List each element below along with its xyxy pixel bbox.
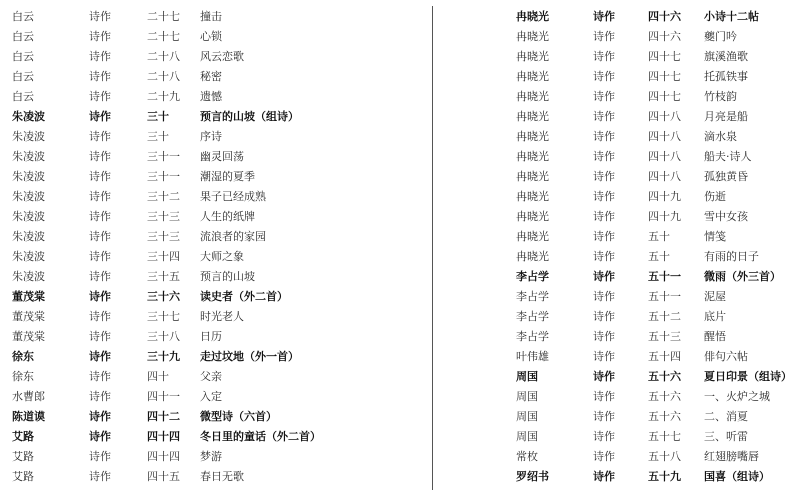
page-number-cell: 五十九 [648,470,681,483]
title-cell: 读史者（外二首） [200,290,288,303]
genre-cell: 诗作 [89,250,111,263]
title-cell: 三、听雷 [704,430,748,443]
title-cell: 醒悟 [704,330,726,343]
genre-cell: 诗作 [593,10,615,23]
title-cell: 滴水泉 [704,130,737,143]
page-number-cell: 四十七 [648,70,681,83]
title-cell: 潮湿的夏季 [200,170,255,183]
author-cell: 董茂棠 [12,310,45,323]
author-cell: 冉晓光 [516,30,549,43]
page-number-cell: 五十七 [648,430,681,443]
index-row [516,467,796,487]
author-cell: 冉晓光 [516,10,549,23]
page-number-cell: 四十八 [648,170,681,183]
author-cell: 朱凌波 [12,130,45,143]
genre-cell: 诗作 [89,70,111,83]
title-cell: 果子已经成熟 [200,190,266,203]
genre-cell: 诗作 [89,10,111,23]
genre-cell: 诗作 [593,50,615,63]
page-number-cell: 五十 [648,250,670,263]
index-row [12,247,422,267]
author-cell: 周国 [516,370,538,383]
title-cell: 流浪者的家园 [200,230,266,243]
genre-cell: 诗作 [89,450,111,463]
author-cell: 朱凌波 [12,210,45,223]
title-cell: 心锁 [200,30,222,43]
title-cell: 冬日里的童话（外二首） [200,430,321,443]
page-number-cell: 三十七 [147,310,180,323]
author-cell: 董茂棠 [12,330,45,343]
index-row [12,147,422,167]
title-cell: 俳句六帖 [704,350,748,363]
author-cell: 艾路 [12,430,34,443]
author-cell: 周国 [516,390,538,403]
genre-cell: 诗作 [89,190,111,203]
author-cell: 朱凌波 [12,270,45,283]
title-cell: 遗憾 [200,90,222,103]
author-cell: 徐东 [12,350,34,363]
title-cell: 幽灵回荡 [200,150,244,163]
title-cell: 夏日印景（组诗） [704,370,792,383]
index-row [516,67,796,87]
author-cell: 朱凌波 [12,170,45,183]
author-cell: 常枚 [516,450,538,463]
title-cell: 有雨的日子 [704,250,759,263]
page-number-cell: 三十二 [147,190,180,203]
author-cell: 白云 [12,70,34,83]
index-row [12,227,422,247]
page-number-cell: 三十 [147,110,169,123]
title-cell: 雪中女孩 [704,210,748,223]
author-cell: 水曹郎 [12,390,45,403]
index-row [12,427,422,447]
page-number-cell: 二十七 [147,10,180,23]
index-row [12,27,422,47]
index-row [12,467,422,487]
author-cell: 李占学 [516,290,549,303]
genre-cell: 诗作 [593,370,615,383]
author-cell: 李占学 [516,330,549,343]
author-cell: 李占学 [516,310,549,323]
author-cell: 朱凌波 [12,190,45,203]
page-number-cell: 四十二 [147,410,180,423]
index-row [516,7,796,27]
genre-cell: 诗作 [89,310,111,323]
page-number-cell: 五十六 [648,370,681,383]
title-cell: 孤独黄昏 [704,170,748,183]
author-cell: 朱凌波 [12,250,45,263]
index-row [12,327,422,347]
index-row [516,27,796,47]
author-cell: 冉晓光 [516,170,549,183]
page-number-cell: 五十一 [648,290,681,303]
page-number-cell: 三十三 [147,210,180,223]
page-number-cell: 三十六 [147,290,180,303]
genre-cell: 诗作 [593,350,615,363]
title-cell: 时光老人 [200,310,244,323]
title-cell: 国喜（组诗） [704,470,770,483]
title-cell: 梦游 [200,450,222,463]
index-row [12,267,422,287]
genre-cell: 诗作 [593,310,615,323]
index-row [516,167,796,187]
genre-cell: 诗作 [89,330,111,343]
author-cell: 白云 [12,90,34,103]
left-column [12,7,422,487]
page-number-cell: 四十七 [648,50,681,63]
page-number-cell: 四十四 [147,450,180,463]
index-row [516,347,796,367]
title-cell: 月亮是船 [704,110,748,123]
genre-cell: 诗作 [89,130,111,143]
author-cell: 白云 [12,30,34,43]
author-cell: 董茂棠 [12,290,45,303]
title-cell: 底片 [704,310,726,323]
title-cell: 预言的山坡（组诗） [200,110,299,123]
author-cell: 李占学 [516,270,549,283]
genre-cell: 诗作 [89,430,111,443]
index-row [12,367,422,387]
right-column [516,7,796,487]
genre-cell: 诗作 [593,390,615,403]
author-cell: 冉晓光 [516,110,549,123]
title-cell: 船夫·诗人 [704,150,752,163]
index-row [12,7,422,27]
author-cell: 冉晓光 [516,230,549,243]
title-cell: 夔门吟 [704,30,737,43]
title-cell: 泥屋 [704,290,726,303]
page-number-cell: 二十九 [147,90,180,103]
author-cell: 朱凌波 [12,110,45,123]
author-cell: 朱凌波 [12,150,45,163]
genre-cell: 诗作 [593,70,615,83]
page-number-cell: 三十一 [147,170,180,183]
title-cell: 旗溪渔歌 [704,50,748,63]
page-number-cell: 三十五 [147,270,180,283]
index-row [12,187,422,207]
page-number-cell: 四十九 [648,210,681,223]
genre-cell: 诗作 [89,90,111,103]
genre-cell: 诗作 [89,110,111,123]
genre-cell: 诗作 [593,410,615,423]
genre-cell: 诗作 [593,30,615,43]
index-row [516,327,796,347]
page-number-cell: 五十二 [648,310,681,323]
genre-cell: 诗作 [89,30,111,43]
genre-cell: 诗作 [89,230,111,243]
index-row [516,267,796,287]
title-cell: 微雨（外三首） [704,270,781,283]
genre-cell: 诗作 [89,390,111,403]
index-row [12,407,422,427]
genre-cell: 诗作 [89,290,111,303]
page-number-cell: 四十八 [648,150,681,163]
column-divider [432,6,433,490]
title-cell: 日历 [200,330,222,343]
genre-cell: 诗作 [593,110,615,123]
author-cell: 周国 [516,410,538,423]
genre-cell: 诗作 [593,470,615,483]
title-cell: 人生的纸牌 [200,210,255,223]
title-cell: 序诗 [200,130,222,143]
index-row [516,87,796,107]
author-cell: 周国 [516,430,538,443]
genre-cell: 诗作 [593,150,615,163]
genre-cell: 诗作 [89,370,111,383]
genre-cell: 诗作 [593,250,615,263]
title-cell: 红翅膀嘴唇 [704,450,759,463]
title-cell: 春日无歌 [200,470,244,483]
genre-cell: 诗作 [89,350,111,363]
page-number-cell: 五十一 [648,270,681,283]
author-cell: 白云 [12,10,34,23]
author-cell: 徐东 [12,370,34,383]
index-row [516,447,796,467]
genre-cell: 诗作 [89,170,111,183]
index-row [516,187,796,207]
genre-cell: 诗作 [593,170,615,183]
index-row [12,447,422,467]
page-number-cell: 五十六 [648,410,681,423]
genre-cell: 诗作 [593,430,615,443]
genre-cell: 诗作 [593,230,615,243]
page-number-cell: 四十六 [648,10,681,23]
page-number-cell: 五十三 [648,330,681,343]
title-cell: 伤逝 [704,190,726,203]
genre-cell: 诗作 [593,90,615,103]
title-cell: 入定 [200,390,222,403]
author-cell: 罗绍书 [516,470,549,483]
title-cell: 撞击 [200,10,222,23]
author-cell: 冉晓光 [516,150,549,163]
index-row [12,127,422,147]
genre-cell: 诗作 [593,290,615,303]
title-cell: 情笺 [704,230,726,243]
index-row [516,427,796,447]
title-cell: 微型诗（六首） [200,410,277,423]
title-cell: 托孤铁事 [704,70,748,83]
author-cell: 冉晓光 [516,190,549,203]
title-cell: 走过坟地（外一首） [200,350,299,363]
index-row [12,47,422,67]
author-cell: 艾路 [12,470,34,483]
page-number-cell: 三十八 [147,330,180,343]
title-cell: 一、火炉之城 [704,390,770,403]
genre-cell: 诗作 [593,190,615,203]
page-number-cell: 二十八 [147,70,180,83]
page-number-cell: 四十八 [648,130,681,143]
index-row [12,207,422,227]
title-cell: 二、消夏 [704,410,748,423]
page-number-cell: 四十八 [648,110,681,123]
index-row [12,107,422,127]
author-cell: 冉晓光 [516,70,549,83]
genre-cell: 诗作 [593,130,615,143]
author-cell: 冉晓光 [516,250,549,263]
index-row [12,347,422,367]
index-row [12,67,422,87]
page-number-cell: 三十九 [147,350,180,363]
genre-cell: 诗作 [89,270,111,283]
page-number-cell: 五十八 [648,450,681,463]
page-number-cell: 四十九 [648,190,681,203]
title-cell: 预言的山坡 [200,270,255,283]
page-number-cell: 四十六 [648,30,681,43]
page-number-cell: 五十 [648,230,670,243]
index-row [516,307,796,327]
page-number-cell: 三十四 [147,250,180,263]
page-number-cell: 四十七 [648,90,681,103]
title-cell: 风云恋歌 [200,50,244,63]
genre-cell: 诗作 [89,410,111,423]
genre-cell: 诗作 [89,150,111,163]
page-number-cell: 五十四 [648,350,681,363]
index-row [12,167,422,187]
genre-cell: 诗作 [593,210,615,223]
author-cell: 冉晓光 [516,130,549,143]
index-row [516,247,796,267]
page-number-cell: 三十三 [147,230,180,243]
genre-cell: 诗作 [89,470,111,483]
page-number-cell: 四十一 [147,390,180,403]
genre-cell: 诗作 [593,330,615,343]
index-row [516,107,796,127]
page-number-cell: 五十六 [648,390,681,403]
index-row [516,367,796,387]
page-number-cell: 二十七 [147,30,180,43]
author-cell: 冉晓光 [516,90,549,103]
index-row [516,287,796,307]
index-row [516,387,796,407]
page-number-cell: 二十八 [147,50,180,63]
index-row [12,87,422,107]
page-number-cell: 三十 [147,130,169,143]
author-cell: 艾路 [12,450,34,463]
page-number-cell: 四十五 [147,470,180,483]
genre-cell: 诗作 [89,210,111,223]
index-row [12,307,422,327]
title-cell: 大师之象 [200,250,244,263]
author-cell: 白云 [12,50,34,63]
index-row [516,227,796,247]
author-cell: 陈道谟 [12,410,45,423]
title-cell: 小诗十二帖 [704,10,759,23]
index-row [12,287,422,307]
index-row [516,127,796,147]
genre-cell: 诗作 [593,270,615,283]
author-cell: 冉晓光 [516,210,549,223]
page-number-cell: 四十 [147,370,169,383]
index-row [516,207,796,227]
index-row [516,147,796,167]
title-cell: 竹枝韵 [704,90,737,103]
author-cell: 叶伟雄 [516,350,549,363]
genre-cell: 诗作 [89,50,111,63]
index-row [516,47,796,67]
index-row [516,407,796,427]
author-cell: 冉晓光 [516,50,549,63]
page-number-cell: 四十四 [147,430,180,443]
genre-cell: 诗作 [593,450,615,463]
index-row [12,387,422,407]
page-number-cell: 三十一 [147,150,180,163]
title-cell: 父亲 [200,370,222,383]
author-cell: 朱凌波 [12,230,45,243]
title-cell: 秘密 [200,70,222,83]
